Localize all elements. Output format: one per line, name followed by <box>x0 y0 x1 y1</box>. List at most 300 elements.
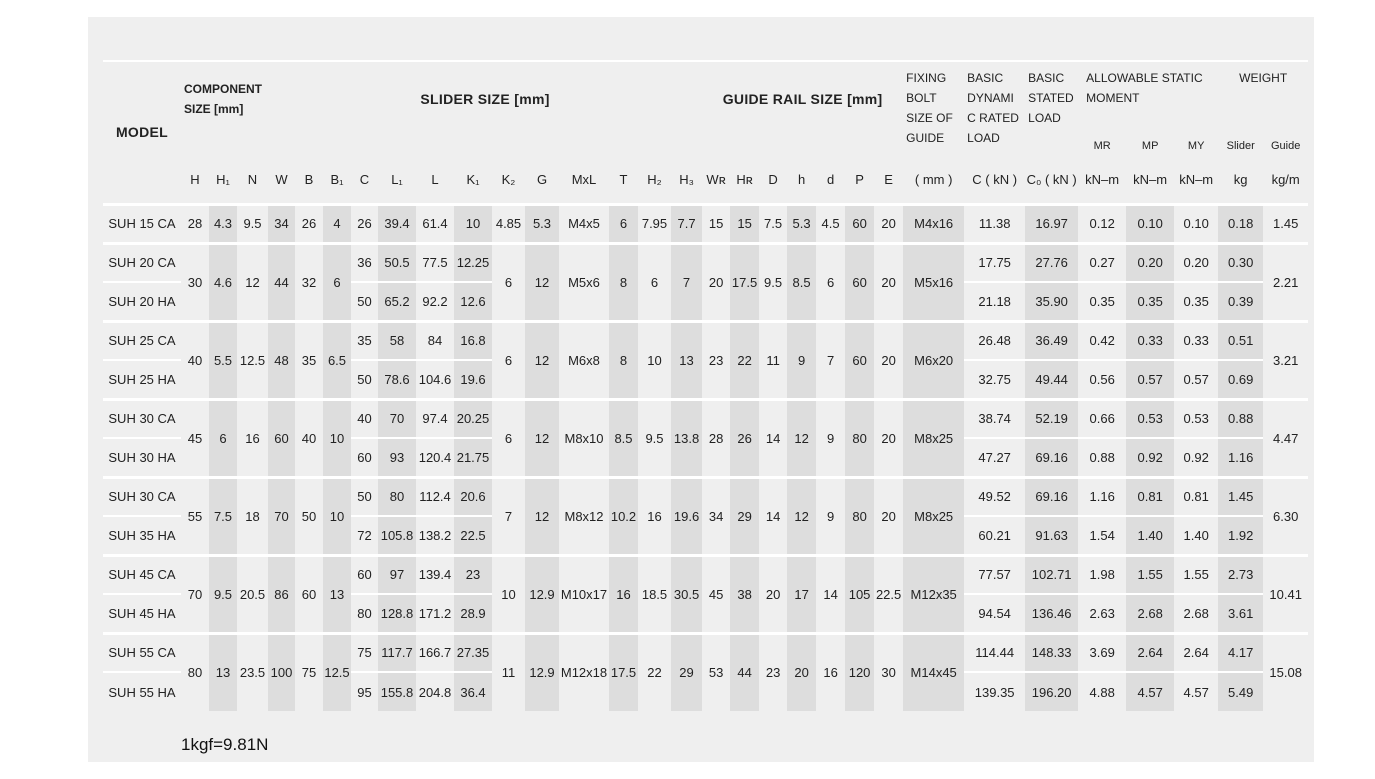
cell-e: 20 <box>874 243 903 321</box>
cell-b: 35 <box>295 321 323 399</box>
header-weight: WEIGHT <box>1218 61 1308 136</box>
cell-bolt: M8x25 <box>903 399 964 477</box>
cell-g: 12.9 <box>525 555 559 633</box>
cell-c: 75 <box>351 633 378 672</box>
cell-k1: 21.75 <box>454 438 492 477</box>
cell-k1: 20.25 <box>454 399 492 438</box>
cell-c0: 16.97 <box>1025 204 1078 243</box>
cell-l1: 78.6 <box>378 360 416 399</box>
cell-p: 80 <box>845 477 874 555</box>
cell-h: 80 <box>181 633 209 711</box>
cell-c0: 36.49 <box>1025 321 1078 360</box>
cell-model: SUH 30 CA <box>103 477 181 516</box>
cell-d: 20 <box>759 555 787 633</box>
cell-d: 9 <box>816 399 845 477</box>
footnote: 1kgf=9.81N <box>181 735 269 754</box>
cell-l: 77.5 <box>416 243 454 282</box>
cell-wr: 53 <box>702 633 730 711</box>
cell-g: 5.3 <box>525 204 559 243</box>
cell-hr: 15 <box>730 204 759 243</box>
cell-guide: 4.47 <box>1263 399 1308 477</box>
cell-b: 50 <box>295 477 323 555</box>
cell-wr: 23 <box>702 321 730 399</box>
column-header: N <box>247 171 258 187</box>
cell-mxl: M8x10 <box>559 399 609 477</box>
cell-h3: 7.7 <box>671 204 702 243</box>
cell-b1: 10 <box>323 399 351 477</box>
cell-l: 138.2 <box>416 516 454 555</box>
column-header: P <box>855 171 864 187</box>
cell-h1: 6 <box>209 399 237 477</box>
column-header: D <box>768 171 778 187</box>
cell-bolt: M8x25 <box>903 477 964 555</box>
cell-h3: 13.8 <box>671 399 702 477</box>
cell-model: SUH 20 CA <box>103 243 181 282</box>
header-component-size: COMPONENT SIZE [mm] <box>181 61 268 136</box>
cell-g: 12 <box>525 321 559 399</box>
cell-slider: 1.16 <box>1218 438 1263 477</box>
cell-h1: 4.6 <box>209 243 237 321</box>
cell-l: 166.7 <box>416 633 454 672</box>
cell-mr: 0.56 <box>1078 360 1126 399</box>
header-moment-mr: MR <box>1093 140 1111 152</box>
cell-l: 84 <box>416 321 454 360</box>
column-header: H <box>190 171 200 187</box>
cell-mr: 1.98 <box>1078 555 1126 594</box>
cell-d: 14 <box>816 555 845 633</box>
cell-h2: 6 <box>638 243 671 321</box>
header-guide-rail-size: GUIDE RAIL SIZE [mm] <box>702 61 903 136</box>
cell-model: SUH 35 HA <box>103 516 181 555</box>
cell-d: 23 <box>759 633 787 711</box>
cell-t: 17.5 <box>609 633 638 711</box>
cell-slider: 4.17 <box>1218 633 1263 672</box>
cell-g: 12.9 <box>525 633 559 711</box>
cell-h1: 4.3 <box>209 204 237 243</box>
cell-guide: 6.30 <box>1263 477 1308 555</box>
cell-my: 0.92 <box>1174 438 1218 477</box>
cell-h3: 7 <box>671 243 702 321</box>
cell-b1: 4 <box>323 204 351 243</box>
cell-wr: 15 <box>702 204 730 243</box>
cell-h: 20 <box>787 633 816 711</box>
cell-e: 20 <box>874 399 903 477</box>
cell-t: 8 <box>609 321 638 399</box>
cell-e: 20 <box>874 204 903 243</box>
cell-slider: 0.39 <box>1218 282 1263 321</box>
cell-h: 8.5 <box>787 243 816 321</box>
cell-d: 11 <box>759 321 787 399</box>
cell-my: 0.35 <box>1174 282 1218 321</box>
header-basic-dynamic: BASIC DYNAMI C RATED LOAD <box>964 61 1025 156</box>
cell-guide: 3.21 <box>1263 321 1308 399</box>
cell-mp: 2.68 <box>1126 594 1174 633</box>
cell-my: 0.57 <box>1174 360 1218 399</box>
cell-cdyn: 21.18 <box>964 282 1025 321</box>
cell-cdyn: 47.27 <box>964 438 1025 477</box>
cell-model: SUH 25 CA <box>103 321 181 360</box>
cell-mp: 0.92 <box>1126 438 1174 477</box>
cell-l: 112.4 <box>416 477 454 516</box>
cell-c0: 136.46 <box>1025 594 1078 633</box>
column-header: T <box>619 171 628 187</box>
cell-mp: 0.20 <box>1126 243 1174 282</box>
cell-mr: 1.16 <box>1078 477 1126 516</box>
cell-l1: 50.5 <box>378 243 416 282</box>
cell-my: 2.64 <box>1174 633 1218 672</box>
cell-c0: 196.20 <box>1025 672 1078 711</box>
cell-k2: 6 <box>492 321 525 399</box>
cell-h: 12 <box>787 477 816 555</box>
cell-l1: 117.7 <box>378 633 416 672</box>
cell-model: SUH 45 HA <box>103 594 181 633</box>
cell-b: 40 <box>295 399 323 477</box>
cell-h: 40 <box>181 321 209 399</box>
cell-mxl: M6x8 <box>559 321 609 399</box>
cell-slider: 0.18 <box>1218 204 1263 243</box>
cell-h2: 7.95 <box>638 204 671 243</box>
table-row <box>103 243 1308 282</box>
cell-k2: 7 <box>492 477 525 555</box>
cell-slider: 0.88 <box>1218 399 1263 438</box>
column-header: kN–m <box>1085 171 1120 187</box>
column-header: B₁ <box>330 171 344 187</box>
cell-k2: 10 <box>492 555 525 633</box>
cell-k2: 6 <box>492 399 525 477</box>
cell-h3: 30.5 <box>671 555 702 633</box>
cell-mr: 0.27 <box>1078 243 1126 282</box>
cell-my: 2.68 <box>1174 594 1218 633</box>
table-row <box>103 321 1308 360</box>
cell-h2: 18.5 <box>638 555 671 633</box>
cell-w: 70 <box>268 477 295 555</box>
column-header: C₀ ( kN ) <box>1026 171 1077 187</box>
cell-mp: 0.10 <box>1126 204 1174 243</box>
column-header: E <box>884 171 893 187</box>
cell-guide: 10.41 <box>1263 555 1308 633</box>
cell-guide: 15.08 <box>1263 633 1308 711</box>
cell-w: 48 <box>268 321 295 399</box>
cell-p: 105 <box>845 555 874 633</box>
cell-slider: 1.45 <box>1218 477 1263 516</box>
cell-mp: 1.40 <box>1126 516 1174 555</box>
cell-k1: 12.25 <box>454 243 492 282</box>
cell-h: 9 <box>787 321 816 399</box>
cell-e: 20 <box>874 321 903 399</box>
cell-b: 75 <box>295 633 323 711</box>
table-row <box>103 633 1308 672</box>
cell-k1: 28.9 <box>454 594 492 633</box>
cell-bolt: M6x20 <box>903 321 964 399</box>
cell-d: 9.5 <box>759 243 787 321</box>
cell-d: 7.5 <box>759 204 787 243</box>
cell-mr: 0.35 <box>1078 282 1126 321</box>
column-header: MxL <box>571 171 597 187</box>
cell-n: 18 <box>237 477 268 555</box>
header-moment-my: MY <box>1187 140 1205 152</box>
cell-c0: 27.76 <box>1025 243 1078 282</box>
cell-model: SUH 30 CA <box>103 399 181 438</box>
cell-n: 16 <box>237 399 268 477</box>
cell-k1: 16.8 <box>454 321 492 360</box>
column-header: L₁ <box>391 171 403 187</box>
cell-mr: 0.66 <box>1078 399 1126 438</box>
cell-bolt: M12x35 <box>903 555 964 633</box>
cell-g: 12 <box>525 477 559 555</box>
column-header: K₂ <box>501 171 516 187</box>
cell-l1: 39.4 <box>378 204 416 243</box>
cell-mxl: M5x6 <box>559 243 609 321</box>
cell-hr: 22 <box>730 321 759 399</box>
cell-l1: 155.8 <box>378 672 416 711</box>
cell-model: SUH 30 HA <box>103 438 181 477</box>
cell-cdyn: 94.54 <box>964 594 1025 633</box>
cell-model: SUH 20 HA <box>103 282 181 321</box>
cell-mr: 2.63 <box>1078 594 1126 633</box>
cell-l: 97.4 <box>416 399 454 438</box>
cell-mxl: M12x18 <box>559 633 609 711</box>
column-header: kN–m <box>1179 171 1214 187</box>
column-header: G <box>536 171 548 187</box>
cell-k1: 19.6 <box>454 360 492 399</box>
cell-hr: 26 <box>730 399 759 477</box>
column-header: h <box>797 171 806 187</box>
cell-d: 14 <box>759 399 787 477</box>
cell-my: 0.10 <box>1174 204 1218 243</box>
cell-cdyn: 26.48 <box>964 321 1025 360</box>
cell-l: 139.4 <box>416 555 454 594</box>
cell-c0: 91.63 <box>1025 516 1078 555</box>
cell-mp: 4.57 <box>1126 672 1174 711</box>
cell-h: 17 <box>787 555 816 633</box>
cell-p: 60 <box>845 321 874 399</box>
cell-t: 16 <box>609 555 638 633</box>
cell-l1: 70 <box>378 399 416 438</box>
cell-k1: 22.5 <box>454 516 492 555</box>
cell-h1: 13 <box>209 633 237 711</box>
cell-my: 0.81 <box>1174 477 1218 516</box>
cell-mp: 2.64 <box>1126 633 1174 672</box>
column-header: W <box>275 171 288 187</box>
cell-l1: 93 <box>378 438 416 477</box>
cell-my: 0.53 <box>1174 399 1218 438</box>
cell-h: 5.3 <box>787 204 816 243</box>
cell-mr: 0.42 <box>1078 321 1126 360</box>
cell-h: 45 <box>181 399 209 477</box>
cell-cdyn: 11.38 <box>964 204 1025 243</box>
cell-d: 14 <box>759 477 787 555</box>
cell-b: 60 <box>295 555 323 633</box>
cell-hr: 29 <box>730 477 759 555</box>
cell-c: 50 <box>351 477 378 516</box>
cell-my: 4.57 <box>1174 672 1218 711</box>
cell-l1: 65.2 <box>378 282 416 321</box>
header-weight-slider: Slider <box>1226 140 1255 152</box>
column-header: C <box>359 171 370 187</box>
cell-l: 204.8 <box>416 672 454 711</box>
cell-slider: 0.69 <box>1218 360 1263 399</box>
cell-p: 60 <box>845 243 874 321</box>
cell-cdyn: 17.75 <box>964 243 1025 282</box>
cell-guide: 2.21 <box>1263 243 1308 321</box>
column-header: K₁ <box>466 171 480 187</box>
cell-l: 171.2 <box>416 594 454 633</box>
cell-wr: 28 <box>702 399 730 477</box>
cell-h1: 9.5 <box>209 555 237 633</box>
cell-e: 30 <box>874 633 903 711</box>
cell-l1: 58 <box>378 321 416 360</box>
cell-t: 8.5 <box>609 399 638 477</box>
cell-d: 6 <box>816 243 845 321</box>
cell-cdyn: 38.74 <box>964 399 1025 438</box>
cell-n: 9.5 <box>237 204 268 243</box>
cell-c0: 102.71 <box>1025 555 1078 594</box>
cell-model: SUH 55 HA <box>103 672 181 711</box>
cell-mxl: M8x12 <box>559 477 609 555</box>
cell-p: 60 <box>845 204 874 243</box>
cell-mxl: M4x5 <box>559 204 609 243</box>
cell-k2: 4.85 <box>492 204 525 243</box>
cell-c: 72 <box>351 516 378 555</box>
cell-c: 26 <box>351 204 378 243</box>
cell-c: 50 <box>351 360 378 399</box>
cell-guide: 1.45 <box>1263 204 1308 243</box>
cell-h: 28 <box>181 204 209 243</box>
cell-c: 35 <box>351 321 378 360</box>
cell-mr: 3.69 <box>1078 633 1126 672</box>
column-header: C ( kN ) <box>972 171 1018 187</box>
cell-mr: 1.54 <box>1078 516 1126 555</box>
cell-w: 60 <box>268 399 295 477</box>
header-weight-guide: Guide <box>1270 140 1301 152</box>
cell-l1: 97 <box>378 555 416 594</box>
cell-d: 7 <box>816 321 845 399</box>
cell-b1: 6.5 <box>323 321 351 399</box>
cell-model: SUH 45 CA <box>103 555 181 594</box>
cell-c: 60 <box>351 438 378 477</box>
header-fixing-bolt: FIXING BOLT SIZE OF GUIDE <box>903 61 964 156</box>
cell-k2: 6 <box>492 243 525 321</box>
cell-mp: 0.81 <box>1126 477 1174 516</box>
column-header: B <box>304 171 314 187</box>
cell-c: 60 <box>351 555 378 594</box>
cell-mp: 0.53 <box>1126 399 1174 438</box>
cell-n: 12 <box>237 243 268 321</box>
cell-h2: 22 <box>638 633 671 711</box>
column-header-row <box>103 156 1308 204</box>
cell-wr: 45 <box>702 555 730 633</box>
cell-e: 20 <box>874 477 903 555</box>
table-row <box>103 204 1308 243</box>
cell-w: 100 <box>268 633 295 711</box>
cell-cdyn: 49.52 <box>964 477 1025 516</box>
cell-cdyn: 114.44 <box>964 633 1025 672</box>
cell-g: 12 <box>525 399 559 477</box>
cell-wr: 20 <box>702 243 730 321</box>
column-header: L <box>431 171 439 187</box>
cell-c0: 148.33 <box>1025 633 1078 672</box>
table-row <box>103 399 1308 438</box>
cell-slider: 1.92 <box>1218 516 1263 555</box>
cell-h2: 16 <box>638 477 671 555</box>
cell-my: 1.55 <box>1174 555 1218 594</box>
cell-t: 10.2 <box>609 477 638 555</box>
cell-w: 86 <box>268 555 295 633</box>
cell-l: 104.6 <box>416 360 454 399</box>
cell-n: 12.5 <box>237 321 268 399</box>
cell-d: 4.5 <box>816 204 845 243</box>
cell-b: 32 <box>295 243 323 321</box>
cell-t: 8 <box>609 243 638 321</box>
cell-h3: 19.6 <box>671 477 702 555</box>
cell-c: 36 <box>351 243 378 282</box>
cell-k1: 27.35 <box>454 633 492 672</box>
cell-c: 40 <box>351 399 378 438</box>
cell-w: 34 <box>268 204 295 243</box>
cell-n: 23.5 <box>237 633 268 711</box>
cell-l1: 128.8 <box>378 594 416 633</box>
cell-mr: 0.88 <box>1078 438 1126 477</box>
cell-mr: 0.12 <box>1078 204 1126 243</box>
cell-my: 0.33 <box>1174 321 1218 360</box>
cell-k2: 11 <box>492 633 525 711</box>
cell-slider: 0.51 <box>1218 321 1263 360</box>
cell-bolt: M5x16 <box>903 243 964 321</box>
cell-cdyn: 77.57 <box>964 555 1025 594</box>
cell-c: 50 <box>351 282 378 321</box>
cell-mp: 0.33 <box>1126 321 1174 360</box>
cell-h: 55 <box>181 477 209 555</box>
cell-k1: 23 <box>454 555 492 594</box>
cell-p: 80 <box>845 399 874 477</box>
cell-c: 95 <box>351 672 378 711</box>
header-basic-static: BASIC STATED LOAD <box>1025 61 1078 156</box>
cell-h: 30 <box>181 243 209 321</box>
spec-table <box>103 60 1308 711</box>
cell-c0: 69.16 <box>1025 438 1078 477</box>
cell-b1: 12.5 <box>323 633 351 711</box>
cell-w: 44 <box>268 243 295 321</box>
spec-body <box>103 204 1308 711</box>
table-row <box>103 555 1308 594</box>
cell-c0: 69.16 <box>1025 477 1078 516</box>
cell-b1: 6 <box>323 243 351 321</box>
cell-d: 16 <box>816 633 845 711</box>
cell-d: 9 <box>816 477 845 555</box>
cell-l: 92.2 <box>416 282 454 321</box>
cell-c0: 49.44 <box>1025 360 1078 399</box>
cell-mp: 0.57 <box>1126 360 1174 399</box>
cell-p: 120 <box>845 633 874 711</box>
header-allowable-static-moment: ALLOWABLE STATIC MOMENT <box>1078 61 1218 136</box>
cell-l: 120.4 <box>416 438 454 477</box>
cell-h: 70 <box>181 555 209 633</box>
cell-b1: 10 <box>323 477 351 555</box>
cell-model: SUH 25 HA <box>103 360 181 399</box>
column-header: ( mm ) <box>914 171 953 187</box>
cell-h1: 5.5 <box>209 321 237 399</box>
cell-slider: 2.73 <box>1218 555 1263 594</box>
cell-my: 0.20 <box>1174 243 1218 282</box>
cell-bolt: M14x45 <box>903 633 964 711</box>
cell-wr: 34 <box>702 477 730 555</box>
cell-slider: 3.61 <box>1218 594 1263 633</box>
cell-l1: 80 <box>378 477 416 516</box>
header-model: MODEL <box>103 61 181 204</box>
cell-k1: 10 <box>454 204 492 243</box>
cell-h: 12 <box>787 399 816 477</box>
header-slider-size: SLIDER SIZE [mm] <box>268 61 702 136</box>
